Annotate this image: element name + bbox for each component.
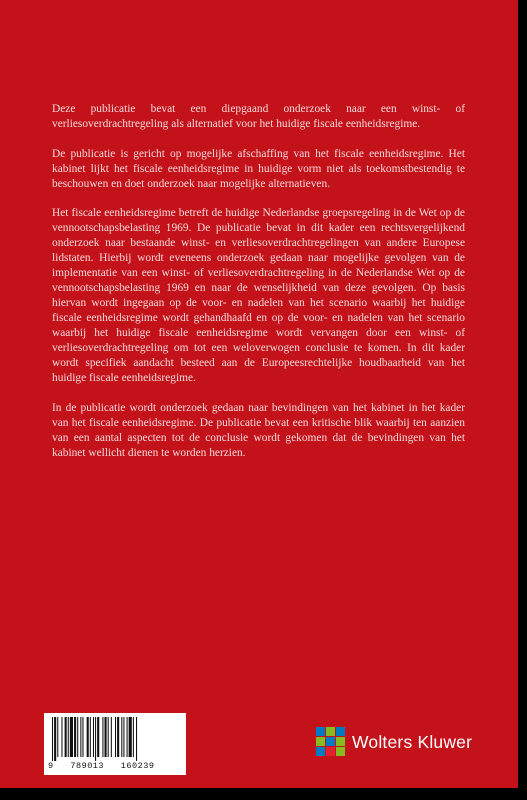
- blurb-paragraph-3: Het fiscale eenheidsregime betreft de huidige Nederlandse groepsregeling in de Wet op de vennootschapsbelasting 1969. De publicatie bevat in dit kader een rechtsvergelijkend onderzoek naar bestaande winst- en verliesoverdrachtregelingen van andere Europese lidstaten. Hierbij wordt eveneens onderzoek gedaan naar mogelijke gevolgen van de implementatie van een winst- of verliesoverdrachtregeling in de Nederlandse Wet op de vennootschapsbelasting 1969 en naar de wenselijkheid van deze gevolgen. Op basis hiervan wordt ingegaan op de voor- en nadelen van het scenario waarbij het huidige fiscale eenheidsregime wordt gehandhaafd en op de voor- en nadelen van het scenario waarbij het huidige fiscale eenheidsregime wordt vervangen door een winst- of verliesoverdrachtregeling om tot een weloverwogen conclusie te komen. In dit kader wordt specifiek aandacht besteed aan de Europeesrechtelijke houdbaarheid van het huidige fiscale eenheidsregime.: [52, 207, 465, 384]
- barcode-bar: [102, 717, 103, 757]
- blurb-paragraph-1: Deze publicatie bevat een diepgaand onderzoek naar een winst- of verliesoverdrachtregeling als alternatief voor het huidige fiscale eenheidsregime.: [52, 103, 465, 130]
- barcode-bar: [108, 717, 109, 757]
- publisher-name: Wolters Kluwer: [352, 731, 473, 752]
- publisher-logo: [316, 727, 472, 757]
- barcode-bar: [57, 717, 58, 757]
- barcode-bar: [90, 717, 91, 757]
- barcode-bar: [65, 717, 67, 757]
- barcode-bar: [61, 717, 62, 757]
- isbn-barcode: [44, 713, 186, 775]
- barcode-bar: [95, 717, 96, 761]
- barcode-bar: [80, 717, 81, 757]
- cover-shadow-bottom: [8, 788, 527, 800]
- blurb-paragraph-4: In de publicatie wordt onderzoek gedaan naar bevindingen van het kabinet in het kader van het fiscale eenheidsregime. De publicatie bevat een kritische blik waarbij ten aanzien van een aantal aspecten tot de conclusie wordt gekomen dat de bevindingen van het kabinet wellicht dienen te worden herzien.: [52, 401, 465, 459]
- wolters-kluwer-mosaic-icon: [316, 727, 346, 757]
- barcode-bar: [123, 717, 124, 757]
- barcode-bar: [115, 717, 116, 757]
- cover-shadow-right: [518, 8, 527, 800]
- blurb-text: [52, 102, 465, 475]
- barcode-bar: [52, 717, 53, 761]
- barcode-bar: [136, 717, 137, 761]
- barcode-bar: [129, 717, 132, 757]
- barcode-bar: [82, 717, 83, 757]
- barcode-bar: [77, 717, 78, 757]
- barcode-bar: [87, 717, 89, 757]
- barcode-bar: [117, 717, 119, 757]
- barcode-icon: [50, 717, 180, 761]
- barcode-bar: [97, 717, 99, 757]
- isbn-number: 9 789013 160239: [48, 761, 155, 771]
- barcode-bar: [133, 717, 134, 757]
- barcode-bar: [105, 717, 107, 757]
- barcode-bar: [68, 717, 69, 757]
- barcode-bar: [74, 717, 76, 757]
- barcode-bar: [93, 717, 94, 757]
- barcode-bar: [70, 717, 73, 757]
- barcode-bar: [121, 717, 122, 757]
- barcode-bar: [111, 717, 112, 757]
- barcode-bar: [54, 717, 56, 761]
- blurb-paragraph-2: De publicatie is gericht op mogelijke afschaffing van het fiscale eenheidsregime. Het kabinet lijkt het fiscale eenheidsregime in huidige vorm niet als toekomstbestendig te beschouwen en doet onderzoek naar mogelijke alternatieven.: [52, 147, 465, 190]
- barcode-bar: [127, 717, 128, 757]
